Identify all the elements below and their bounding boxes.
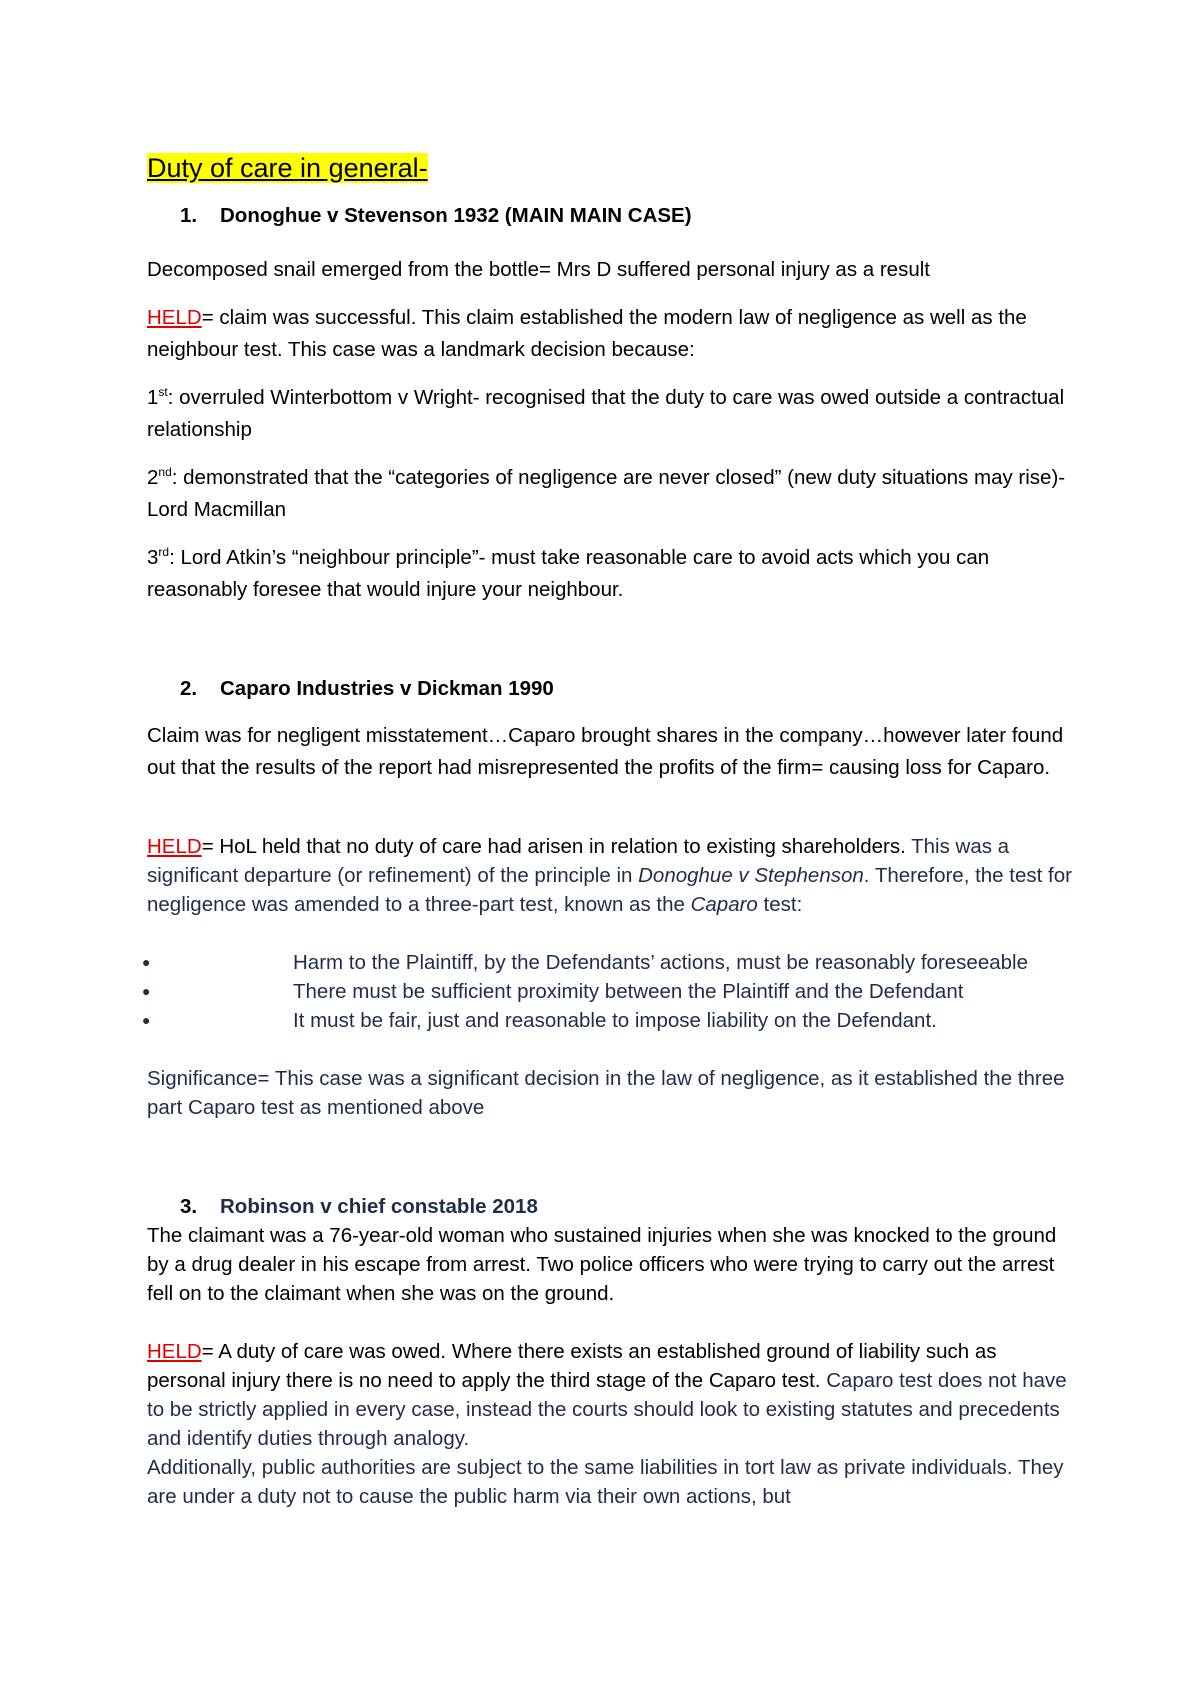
- point-2-suffix: nd: [158, 465, 172, 480]
- case-3-additional: Additionally, public authorities are subject to the same liabilities in tort law as private individuals. They are under a duty not to cause the public harm via their own actions, but: [147, 1456, 1064, 1508]
- page-title: [147, 150, 1077, 186]
- point-3-number: 3: [147, 546, 159, 569]
- caparo-test-item-3: ● It must be fair, just and reasonable to impose liability on the Defendant.: [147, 1006, 1077, 1035]
- case-1-number: 1.: [180, 204, 198, 227]
- case-2-significance: Significance= This case was a significant decision in the law of negligence, as it established the three part Caparo test as mentioned above: [147, 1067, 1065, 1119]
- page-title-text: Duty of care in general-: [147, 153, 428, 183]
- case-1-point-3: [147, 542, 1077, 606]
- case-3-held: [147, 1337, 1077, 1453]
- case-1-held-label: HELD: [147, 306, 202, 329]
- case-2-held-text-4: test:: [757, 893, 803, 916]
- case-2-held-case: Donoghue v Stephenson: [638, 864, 864, 887]
- case-2-held-text-2: This was a significant departure (or refinement) of the principle in: [147, 835, 1010, 887]
- case-1-held-text: = claim was successful. This claim established the modern law of negligence as well as the neighbour test. This case was a landmark decision because:: [147, 306, 1027, 361]
- caparo-test-item-2: ● There must be sufficient proximity between the Plaintiff and the Defendant: [147, 977, 1077, 1006]
- point-3-suffix: rd: [158, 545, 170, 560]
- point-2-text: : demonstrated that the “categories of negligence are never closed” (new duty situations may rise)- Lord Macmillan: [147, 466, 1066, 521]
- case-2-title: Caparo Industries v Dickman 1990: [220, 677, 554, 700]
- point-1-suffix: st: [158, 385, 168, 400]
- case-1-heading: [147, 200, 1077, 232]
- case-1-point-2: [147, 462, 1077, 526]
- case-1-held: [147, 302, 1077, 366]
- point-3-text: : Lord Atkin’s “neighbour principle”- must take reasonable care to avoid acts which you can reasonably foresee that would injure your neighbour.: [147, 546, 990, 601]
- caparo-test-list: [147, 948, 1077, 1035]
- point-2-number: 2: [147, 466, 159, 489]
- case-3-held-text-2: Caparo test does not have to be strictly applied in every case, instead the courts should look to existing statutes and precedents and identify duties through analogy.: [147, 1369, 1067, 1450]
- case-2-held-text-3: . Therefore, the test for negligence was amended to a three-part test, known as the: [147, 864, 1072, 916]
- point-1-number: 1: [147, 386, 159, 409]
- case-3-facts: The claimant was a 76-year-old woman who sustained injuries when she was knocked to the ground by a drug dealer in his escape from arrest. Two police officers who were trying to carry out the arrest fell on to the claimant when she was on the ground.: [147, 1224, 1057, 1305]
- case-3-number: 3.: [180, 1195, 198, 1218]
- case-3-held-text: = A duty of care was owed. Where there exists an established ground of liability such as personal injury there is no need to apply the third stage of the Caparo test.: [147, 1340, 997, 1392]
- case-2-number: 2.: [180, 677, 198, 700]
- case-2-held: [147, 832, 1077, 919]
- case-2-held-text: = HoL held that no duty of care had arisen in relation to existing shareholders.: [201, 835, 906, 858]
- case-2-held-caparo: Caparo: [690, 893, 758, 916]
- case-1-facts: Decomposed snail emerged from the bottle= Mrs D suffered personal injury as a result: [147, 258, 930, 281]
- point-1-text: : overruled Winterbottom v Wright- recognised that the duty to care was owed outside a contractual relationship: [147, 386, 1065, 441]
- case-3-heading: [147, 1192, 1077, 1221]
- caparo-test-item-1: ● Harm to the Plaintiff, by the Defendants’ actions, must be reasonably foreseeable: [147, 948, 1077, 977]
- case-2-held-label: HELD: [147, 835, 202, 858]
- case-1-point-1: [147, 382, 1077, 446]
- case-2-facts: Claim was for negligent misstatement…Caparo brought shares in the company…however later found out that the results of the report had misrepresented the profits of the firm= causing loss for Caparo.: [147, 724, 1064, 779]
- case-2-heading: [147, 673, 1077, 705]
- case-3-title: Robinson v chief constable 2018: [220, 1195, 538, 1218]
- case-3-held-label: HELD: [147, 1340, 202, 1363]
- case-1-title: Donoghue v Stevenson 1932 (MAIN MAIN CASE): [220, 204, 692, 227]
